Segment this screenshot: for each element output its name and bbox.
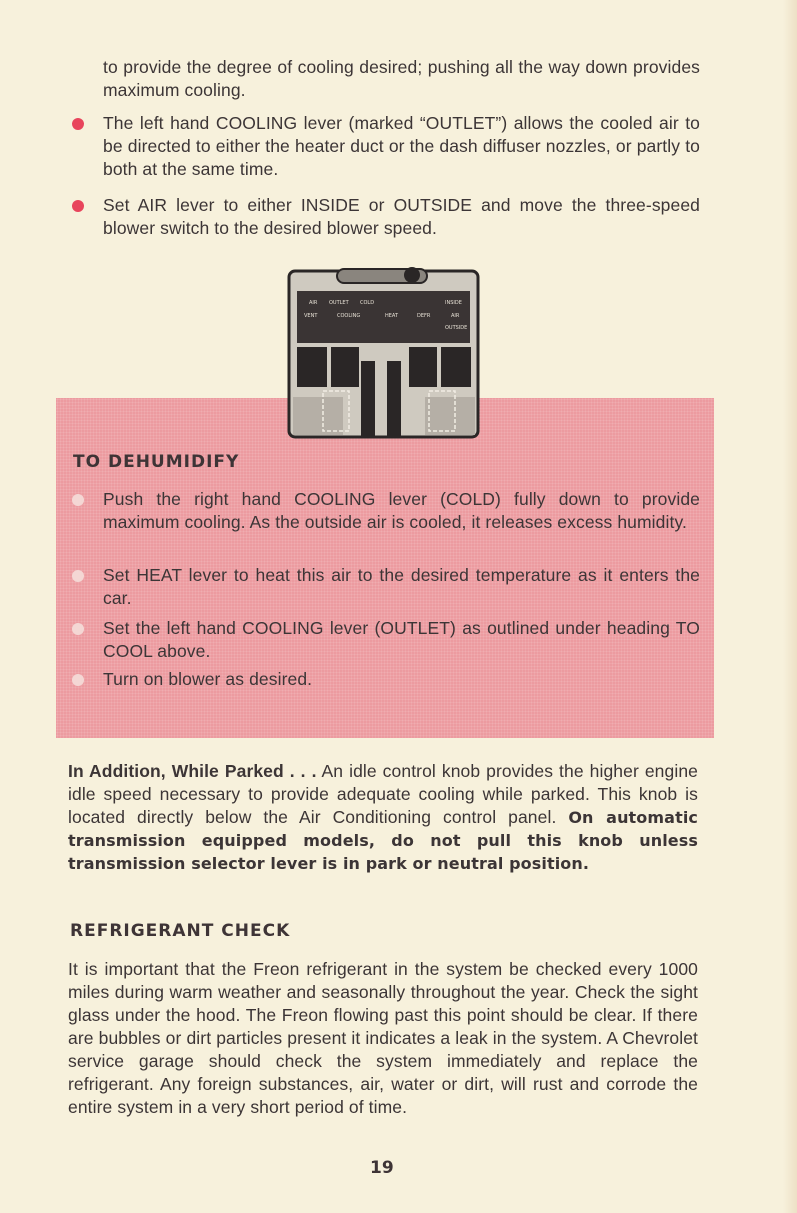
list-item xyxy=(103,488,700,534)
bullet-dot-icon xyxy=(72,494,84,506)
list-item xyxy=(103,112,700,181)
bullet-text: Set the left hand COOLING lever (OUTLET) as outlined under heading TO COOL above. xyxy=(103,618,700,661)
continuation-paragraph: to provide the degree of cooling desired; pushing all the way down provides maximum cooling. xyxy=(103,57,700,100)
parked-text: An idle control knob provides the higher engine idle speed necessary to provide adequate cooling while parked. This knob is located directly below the Air Conditioning control panel. xyxy=(68,761,698,827)
bullet-text: Turn on blower as desired. xyxy=(103,669,313,689)
svg-text:COLD: COLD xyxy=(360,300,375,306)
bullet-text: Set HEAT lever to heat this air to the desired temperature as it enters the car. xyxy=(103,565,700,608)
bullet-dot-icon xyxy=(72,674,84,686)
page-number: 19 xyxy=(370,1158,394,1178)
bullet-text: Push the right hand COOLING lever (COLD) fully down to provide maximum cooling. As the outside air is cooled, it releases excess humidity. xyxy=(103,489,700,532)
svg-text:VENT: VENT xyxy=(304,313,318,319)
refrigerant-heading: REFRIGERANT CHECK xyxy=(70,921,291,941)
list-item xyxy=(103,668,700,691)
list-item xyxy=(103,617,700,663)
svg-text:OUTSIDE: OUTSIDE xyxy=(445,325,468,331)
dehumidify-callout xyxy=(56,398,714,738)
svg-text:OUTLET: OUTLET xyxy=(329,300,349,306)
bullet-dot-icon xyxy=(72,118,84,130)
bullet-dot-icon xyxy=(72,570,84,582)
parked-paragraph xyxy=(68,760,698,875)
bullet-text: Set AIR lever to either INSIDE or OUTSIDE and move the three-speed blower switch to the desired blower speed. xyxy=(103,195,700,238)
svg-text:COOLING: COOLING xyxy=(337,313,361,319)
bullet-dot-icon xyxy=(72,623,84,635)
parked-lead: In Addition, While Parked . . . xyxy=(68,761,317,781)
svg-text:HEAT: HEAT xyxy=(385,313,399,319)
page-edge-shadow xyxy=(783,0,797,1213)
dehumidify-heading: TO DEHUMIDIFY xyxy=(73,452,240,472)
svg-text:DEFR: DEFR xyxy=(417,313,431,319)
svg-text:INSIDE: INSIDE xyxy=(445,300,462,306)
bullet-text: The left hand COOLING lever (marked “OUTLET”) allows the cooled air to be directed to either the heater duct or the dash diffuser nozzles, or partly to both at the same time. xyxy=(103,113,700,179)
refrigerant-paragraph: It is important that the Freon refrigerant in the system be checked every 1000 miles during warm weather and seasonally throughout the year. Check the sight glass under the hood. The Freon flowing past this point should be clear. If there are bubbles or dirt particles present it indicates a leak in the system. A Chevrolet service garage should check the system immediately and replace the refrigerant. Any foreign substances, air, water or dirt, will rust and corrode the entire system in a very short period of time. xyxy=(68,959,698,1117)
bullet-dot-icon xyxy=(72,200,84,212)
list-item xyxy=(103,564,700,610)
svg-text:AIR: AIR xyxy=(309,300,318,306)
ac-control-panel-illustration xyxy=(287,265,480,440)
parked-warning: On automatic transmission equipped models, do not pull this knob unless transmission selector lever is in park or neutral position. xyxy=(68,808,698,873)
svg-text:AIR: AIR xyxy=(451,313,460,319)
list-item xyxy=(103,194,700,240)
